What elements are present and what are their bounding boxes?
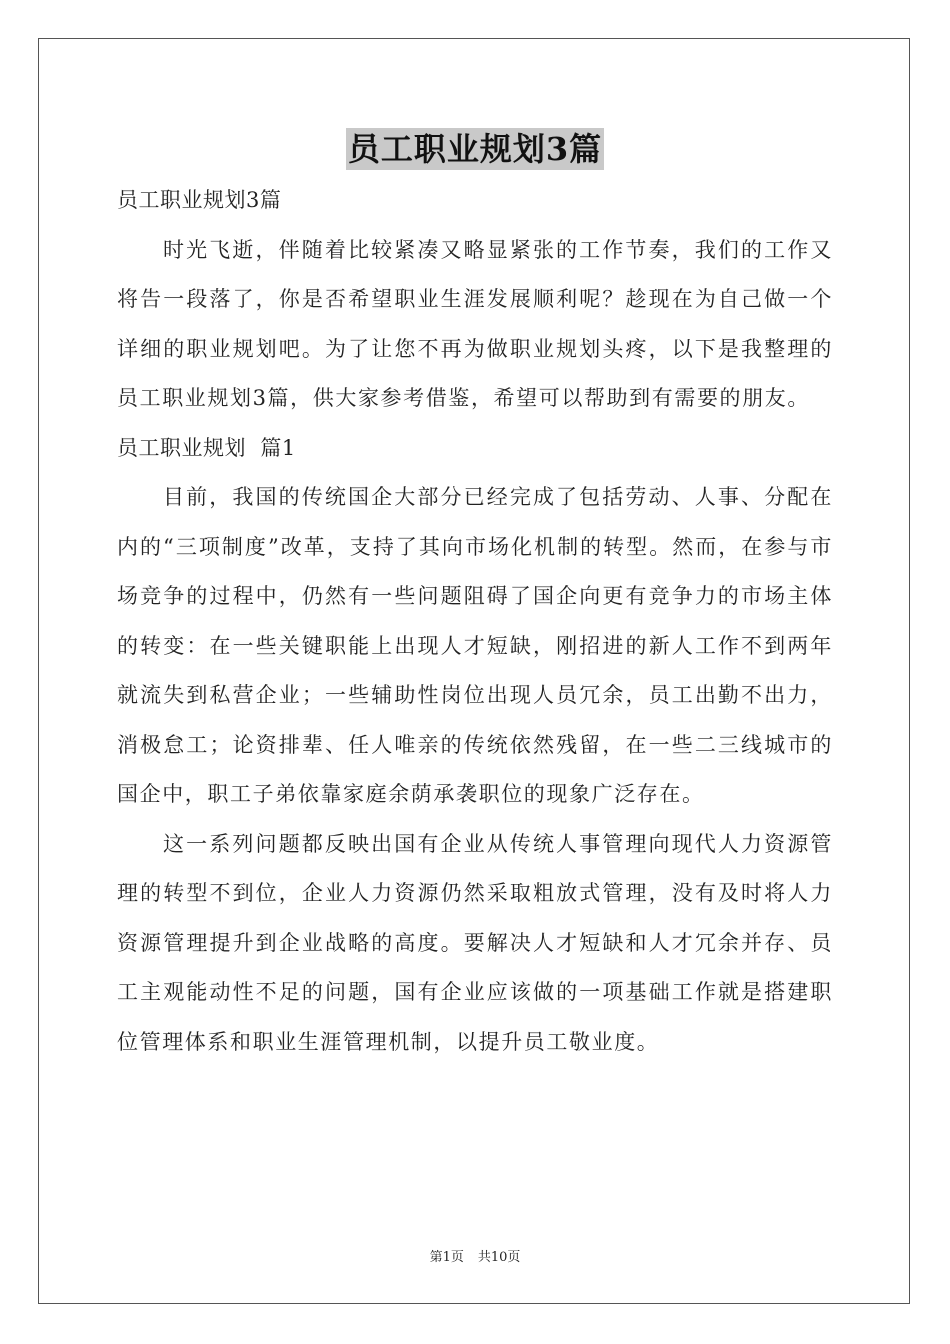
body-paragraph-2: 这一系列问题都反映出国有企业从传统人事管理向现代人力资源管理的转型不到位，企业人力资源仍然采取粗放式管理，没有及时将人力资源管理提升到企业战略的高度。要解决人才短缺和人才冗余并存、员工主观能动性不足的问题，国有企业应该做的一项基础工作就是搭建职位管理体系和职业生涯管理机制，以提升员工敬业度。 bbox=[117, 831, 833, 1054]
section-heading: 员工职业规划 篇1 bbox=[117, 435, 296, 460]
body-paragraph-1: 目前，我国的传统国企大部分已经完成了包括劳动、人事、分配在内的“三项制度”改革，支持了其向市场化机制的转型。然而，在参与市场竞争的过程中，仍然有一些问题阻碍了国企向更有竞争力的市场主体的转变：在一些关键职能上出现人才短缺，刚招进的新人工作不到两年就流失到私营企业；一些辅助性岗位出现人员冗余，员工出勤不出力，消极怠工；论资排辈、任人唯亲的传统依然残留，在一些二三线城市的国企中，职工子弟依靠家庭余荫承袭职位的现象广泛存在。 bbox=[117, 485, 833, 806]
subtitle-line: 员工职业规划3篇 bbox=[117, 188, 282, 212]
document-body bbox=[117, 176, 833, 1067]
title-container bbox=[0, 128, 950, 170]
page-total: 共10页 bbox=[477, 1250, 521, 1265]
page-footer bbox=[0, 1246, 950, 1265]
intro-paragraph: 时光飞逝，伴随着比较紧凑又略显紧张的工作节奏，我们的工作又将告一段落了，你是否希望职业生涯发展顺利呢？趁现在为自己做一个详细的职业规划吧。为了让您不再为做职业规划头疼，以下是我整理的员工职业规划3篇，供大家参考借鉴，希望可以帮助到有需要的朋友。 bbox=[117, 237, 833, 410]
page-number: 第1页 bbox=[429, 1250, 464, 1265]
document-title: 员工职业规划3篇 bbox=[347, 130, 603, 168]
